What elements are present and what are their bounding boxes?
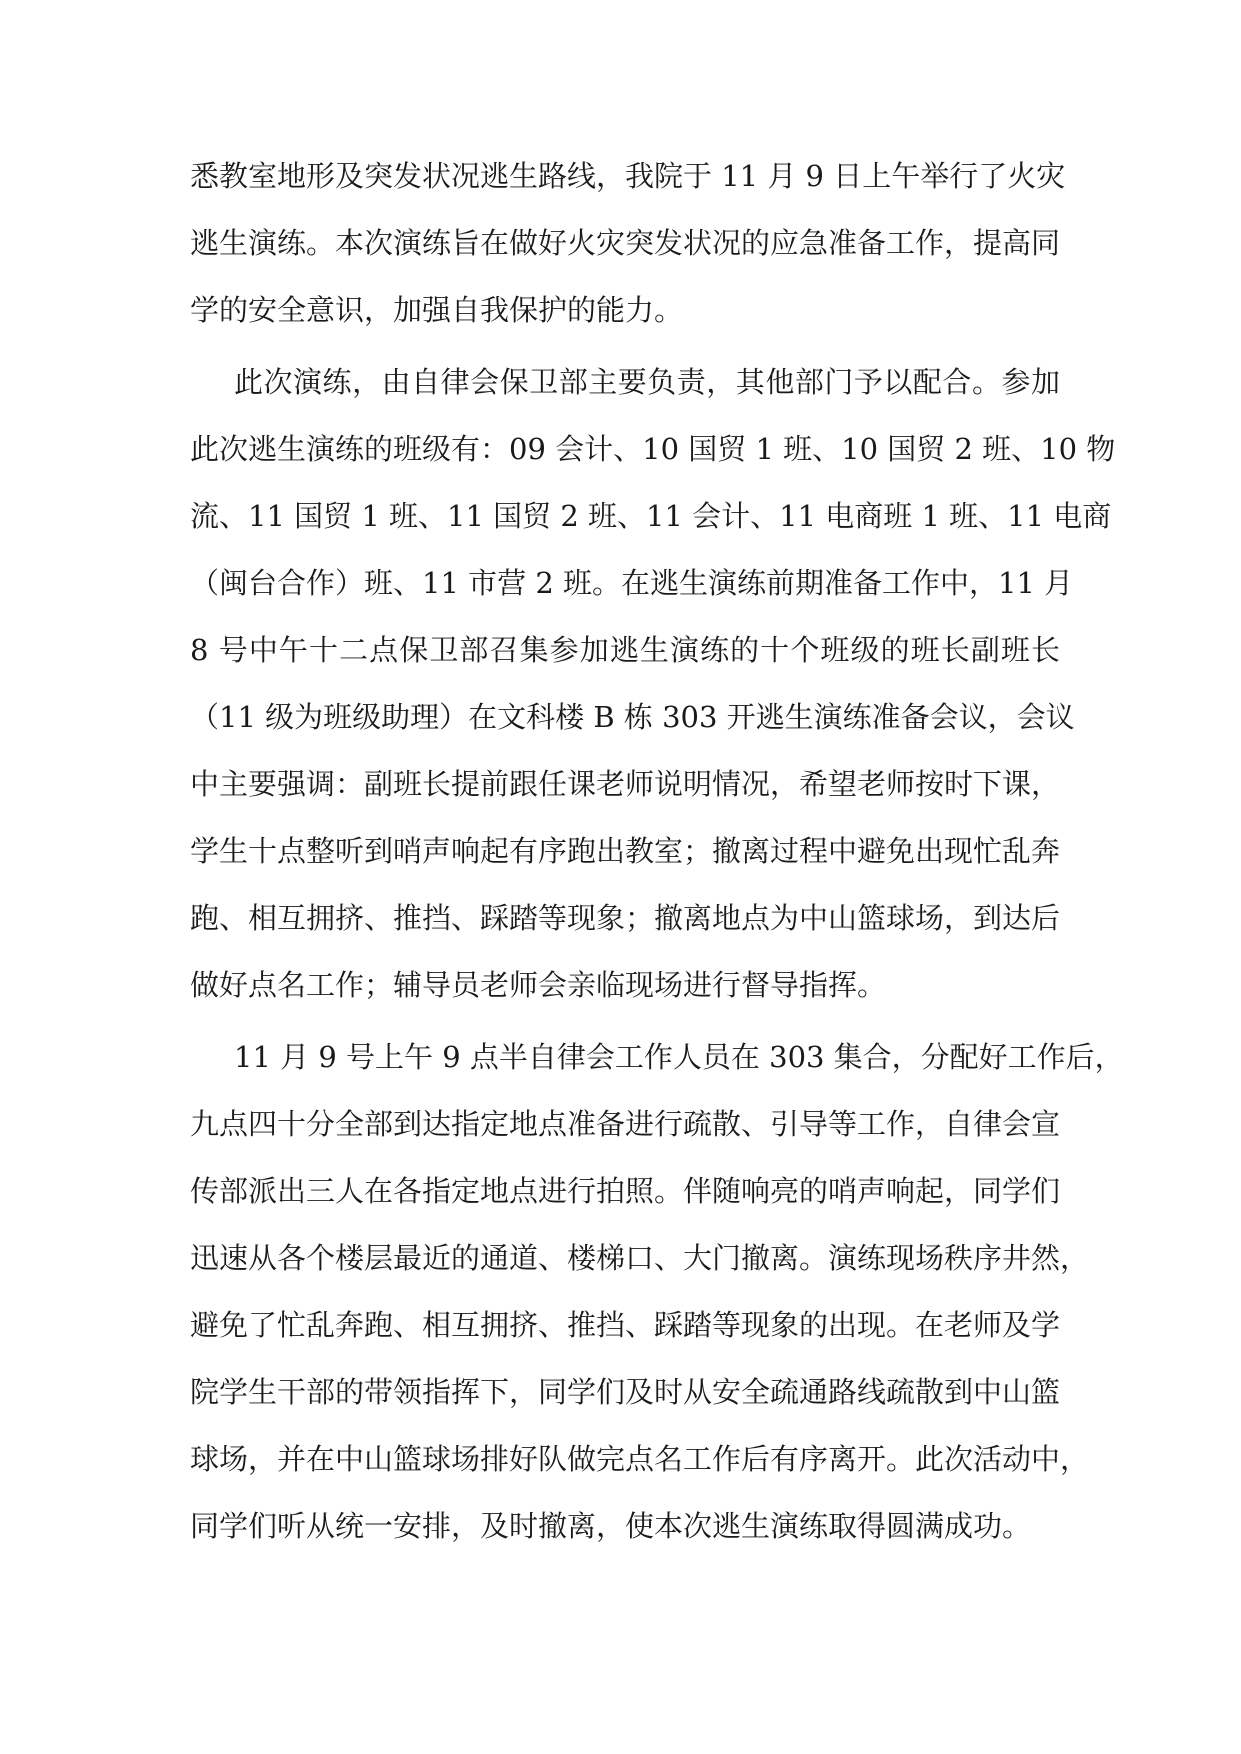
text-line: 流、11 国贸 1 班、11 国贸 2 班、11 会计、11 电商班 1 班、11 电商 <box>190 499 1112 533</box>
text-line: 九点四十分全部到达指定地点准备进行疏散、引导等工作，自律会宣 <box>190 1107 1061 1141</box>
text-line: 迅速从各个楼层最近的通道、楼梯口、大门撤离。演练现场秩序井然， <box>190 1241 1090 1275</box>
text-line: 院学生干部的带领指挥下，同学们及时从安全疏通路线疏散到中山篮 <box>190 1375 1061 1409</box>
text-line: （11 级为班级助理）在文科楼 B 栋 303 开逃生演练准备会议，会议 <box>190 700 1075 734</box>
text-line: 此次逃生演练的班级有：09 会计、10 国贸 1 班、10 国贸 2 班、10 物 <box>190 432 1116 466</box>
text-line: 11 月 9 号上午 9 点半自律会工作人员在 303 集合，分配好工作后， <box>234 1040 1124 1074</box>
text-line: 同学们听从统一安排，及时撤离，使本次逃生演练取得圆满成功。 <box>190 1509 1032 1543</box>
paragraph-intro <box>190 143 1066 344</box>
text-line: 传部派出三人在各指定地点进行拍照。伴随响亮的哨声响起，同学们 <box>190 1174 1061 1208</box>
text-line: （闽台合作）班、11 市营 2 班。在逃生演练前期准备工作中，11 月 <box>190 566 1074 600</box>
document-body <box>190 143 1124 1560</box>
text-line: 此次演练，由自律会保卫部主要负责，其他部门予以配合。参加 <box>234 365 1060 399</box>
text-line: 中主要强调：副班长提前跟任课老师说明情况，希望老师按时下课， <box>190 767 1061 801</box>
text-line: 8 号中午十二点保卫部召集参加逃生演练的十个班级的班长副班长 <box>190 633 1060 667</box>
paragraph-preparation <box>190 349 1116 1019</box>
text-line: 悉教室地形及突发状况逃生路线，我院于 11 月 9 日上午举行了火灾 <box>190 159 1066 193</box>
text-line: 逃生演练。本次演练旨在做好火灾突发状况的应急准备工作，提高同 <box>190 226 1061 260</box>
text-line: 球场，并在中山篮球场排好队做完点名工作后有序离开。此次活动中， <box>190 1442 1090 1476</box>
text-line: 学的安全意识，加强自我保护的能力。 <box>190 293 684 327</box>
text-line: 跑、相互拥挤、推挡、踩踏等现象；撤离地点为中山篮球场，到达后 <box>190 901 1061 935</box>
paragraph-drill-day <box>190 1024 1124 1560</box>
text-line: 避免了忙乱奔跑、相互拥挤、推挡、踩踏等现象的出现。在老师及学 <box>190 1308 1061 1342</box>
text-line: 做好点名工作；辅导员老师会亲临现场进行督导指挥。 <box>190 968 887 1002</box>
text-line: 学生十点整听到哨声响起有序跑出教室；撤离过程中避免出现忙乱奔 <box>190 834 1061 868</box>
